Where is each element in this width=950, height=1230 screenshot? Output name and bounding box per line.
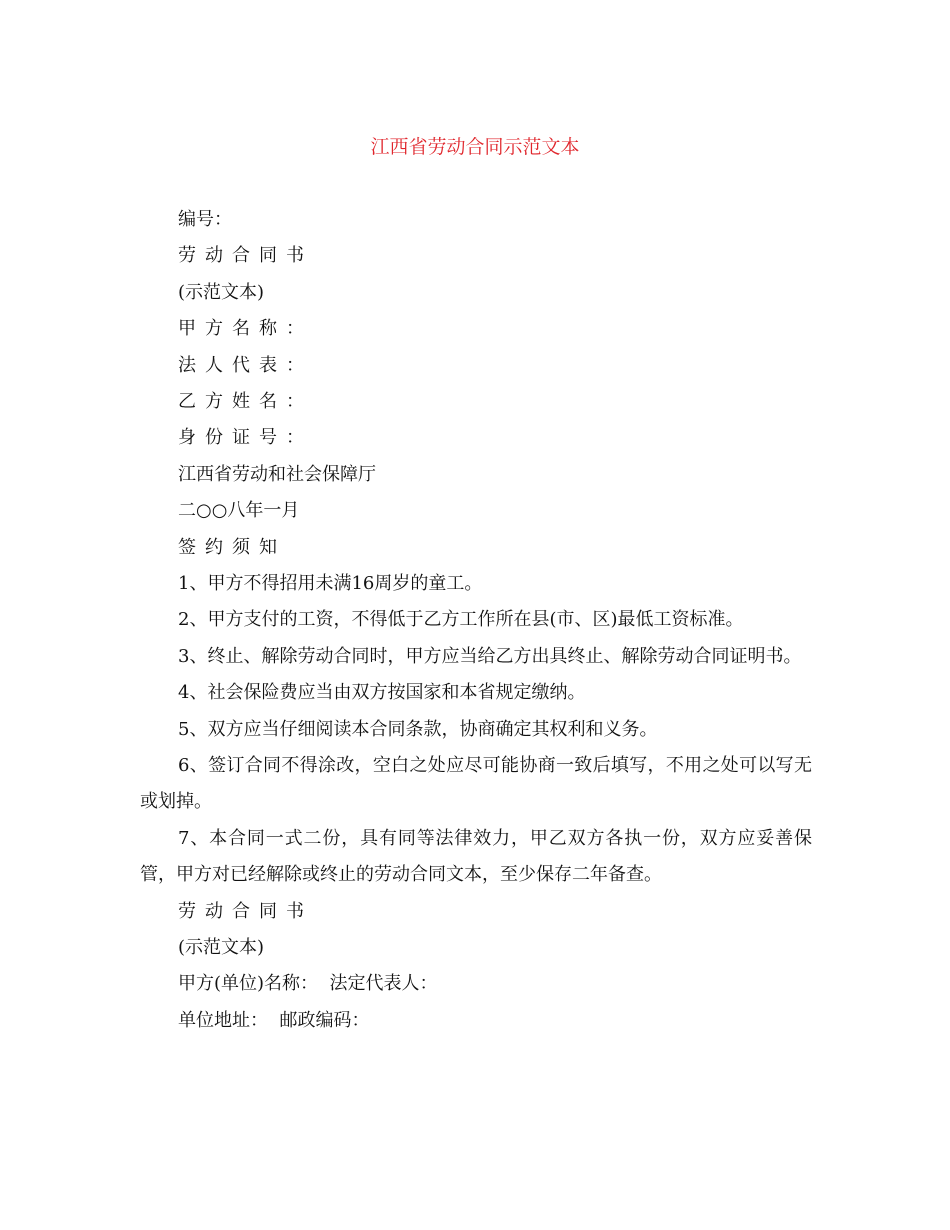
document-body <box>140 202 812 1039</box>
unit-address-line: 单位地址： 邮政编码： <box>178 1009 370 1031</box>
document-title: 江西省劳动合同示范文本 <box>370 136 580 158</box>
party-b-name-label: 乙方姓名： <box>178 390 313 412</box>
notice-heading: 签约须知 <box>178 536 286 558</box>
issuer-name: 江西省劳动和社会保障厅 <box>178 463 376 485</box>
id-number-label: 身份证号： <box>178 427 313 449</box>
notice-item: 1、甲方不得招用未满16周岁的童工。 <box>178 572 483 594</box>
cover-subheading: (示范文本) <box>178 281 265 303</box>
notice-item: 2、甲方支付的工资，不得低于乙方工作所在县(市、区)最低工资标准。 <box>178 609 744 631</box>
contract-subheading: (示范文本) <box>178 936 265 958</box>
notice-item: 5、双方应当仔细阅读本合同条款，协商确定其权利和义务。 <box>178 718 658 740</box>
cover-heading: 劳动合同书 <box>178 245 313 267</box>
notice-item: 4、社会保险费应当由双方按国家和本省规定缴纳。 <box>178 682 586 704</box>
legal-rep-label: 法人代表： <box>178 354 313 376</box>
notice-item: 3、终止、解除劳动合同时，甲方应当给乙方出具终止、解除劳动合同证明书。 <box>178 645 802 667</box>
issue-date: 二○○八年一月 <box>178 500 300 522</box>
notice-item: 6、签订合同不得涂改，空白之处应尽可能协商一致后填写，不用之处可以写无或划掉。 <box>140 754 812 813</box>
party-a-name-label: 甲方名称： <box>178 318 313 340</box>
contract-heading: 劳动合同书 <box>178 900 313 922</box>
party-a-unit-line: 甲方(单位)名称： 法定代表人： <box>178 973 438 995</box>
number-label: 编号： <box>178 209 232 230</box>
notice-item: 7、本合同一式二份，具有同等法律效力，甲乙双方各执一份，双方应妥善保管，甲方对已经解除或终止的劳动合同文本，至少保存二年备查。 <box>140 827 812 886</box>
